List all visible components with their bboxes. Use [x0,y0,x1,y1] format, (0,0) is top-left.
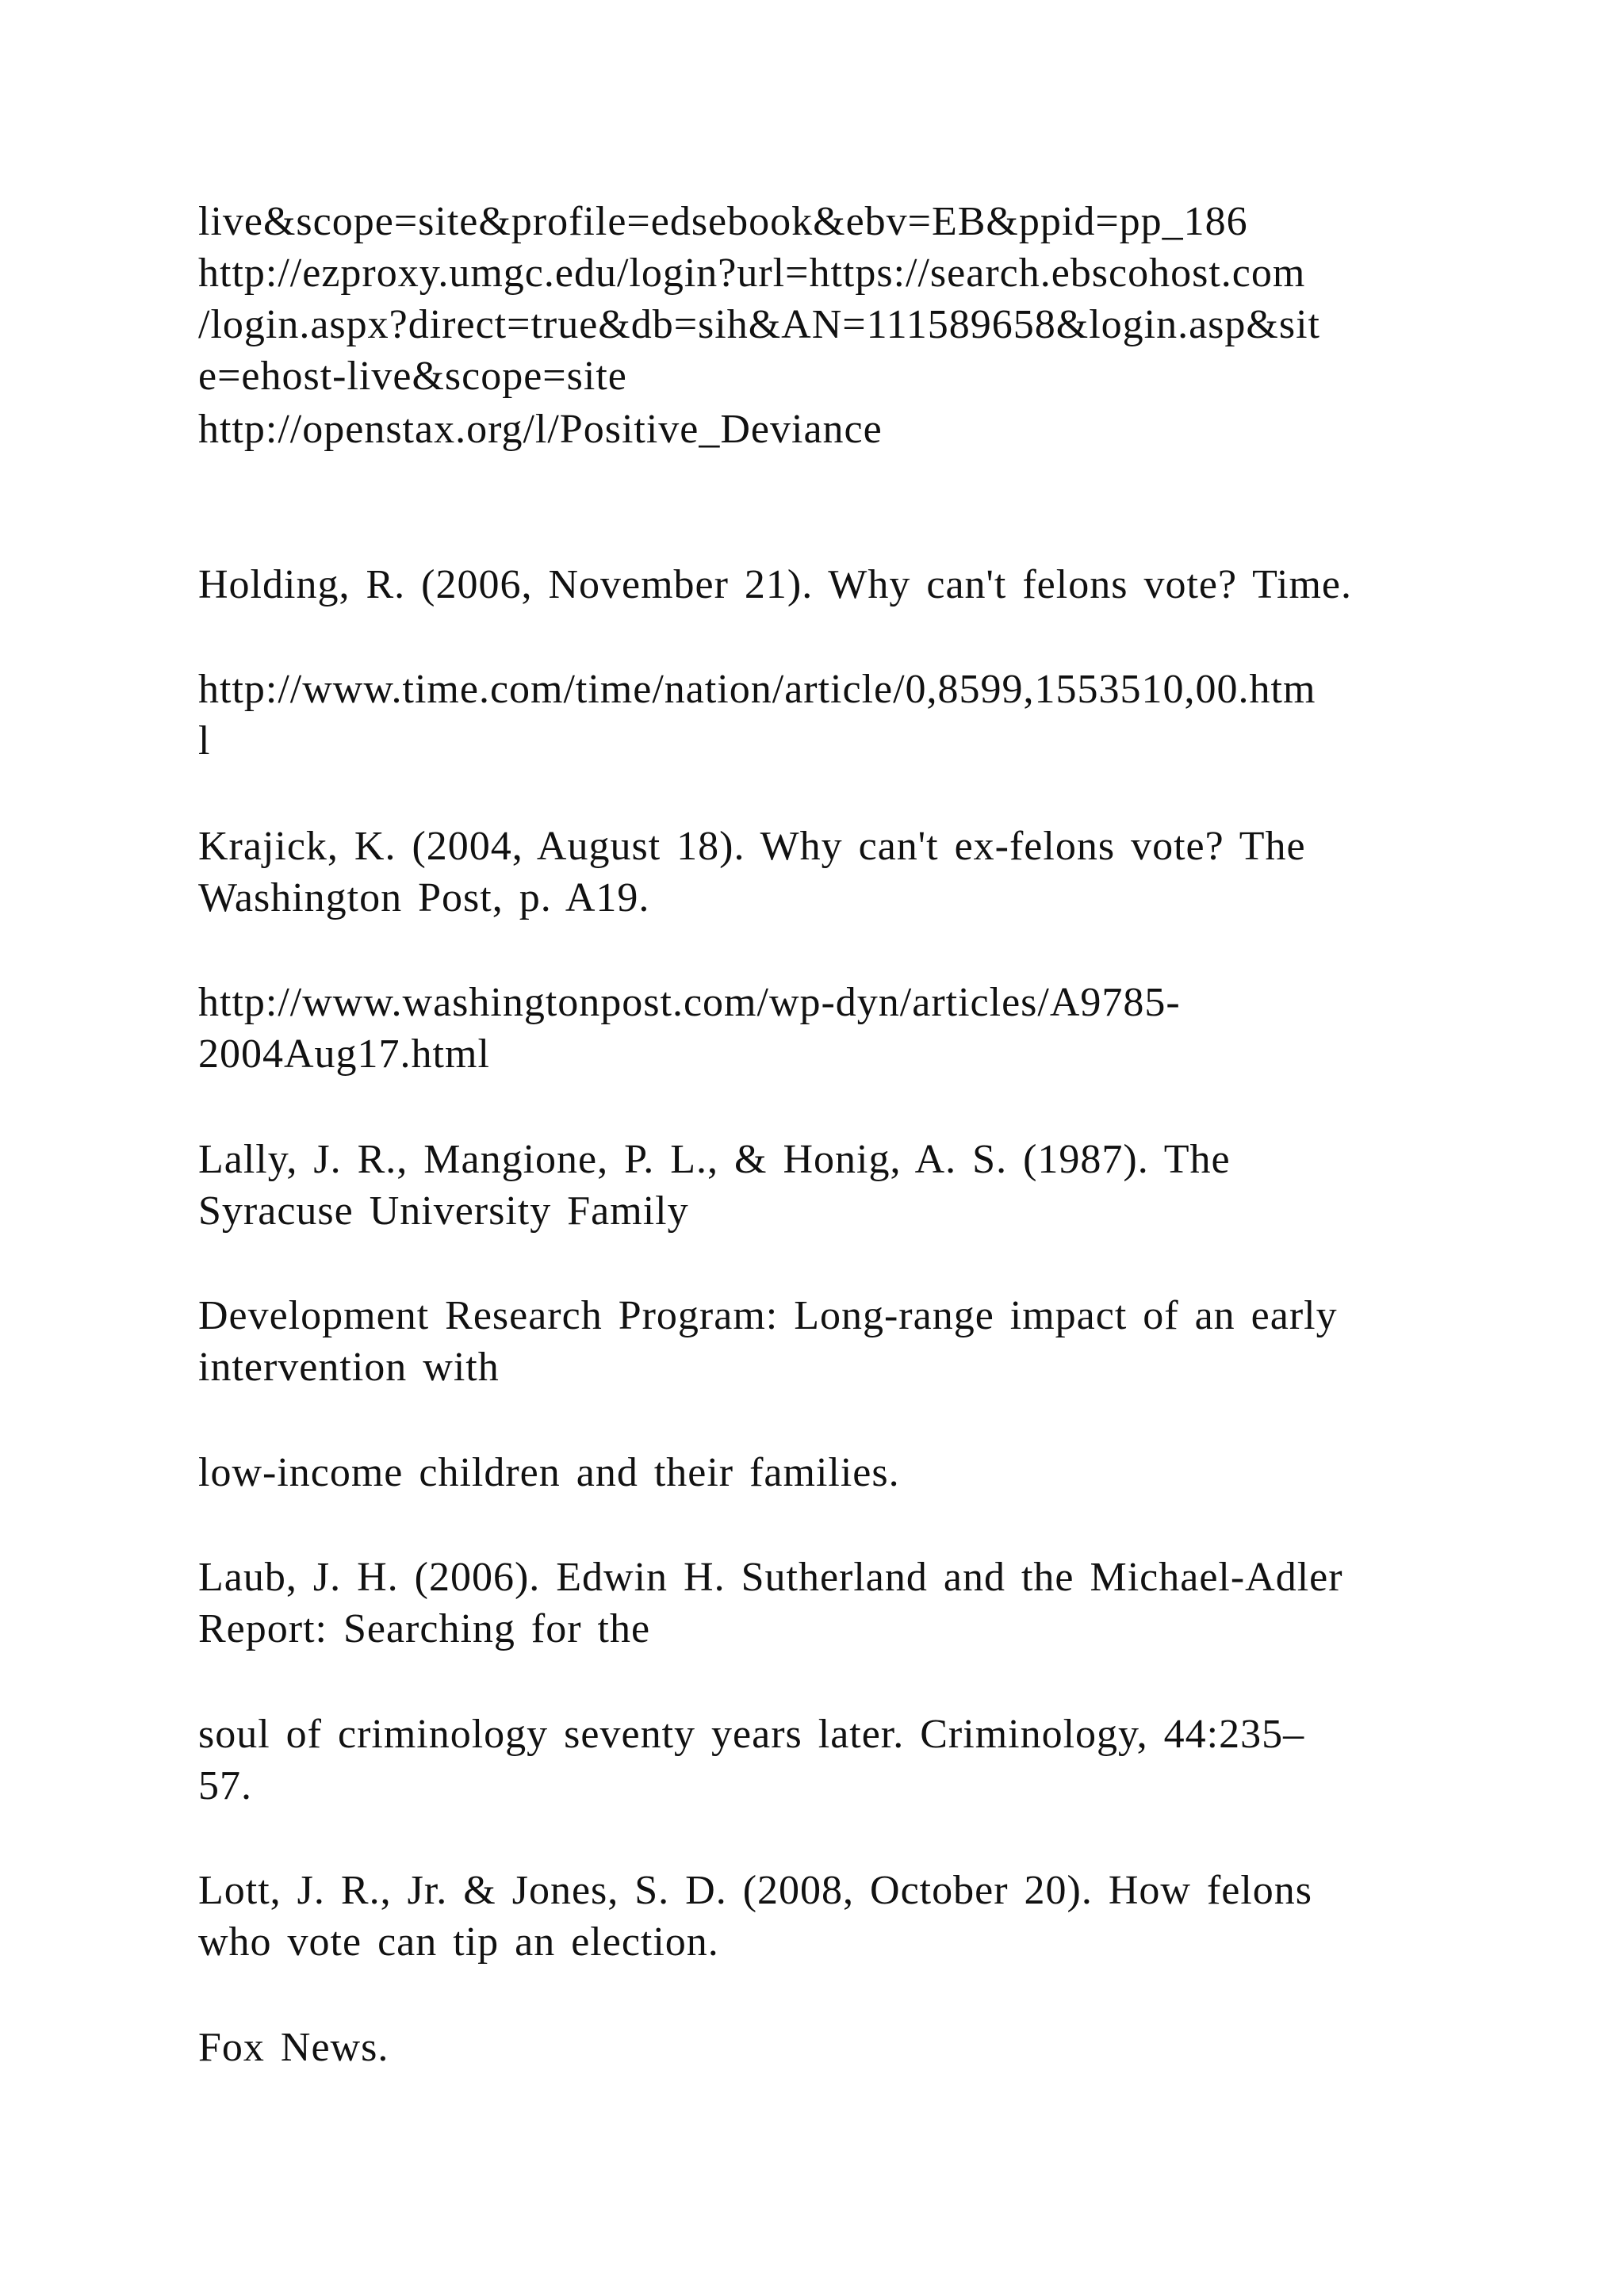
reference-lally-cont: Syracuse University Family [198,1188,689,1234]
reference-laub-cont: soul of criminology seventy years later. Criminology, 44:235– [198,1712,1305,1757]
reference-lott-cont: Fox News. [198,2025,389,2070]
reference-krajick-cont: Washington Post, p. A19. [198,875,650,920]
reference-url-line: e=ehost-live&scope=site [198,354,627,399]
reference-laub: Laub, J. H. (2006). Edwin H. Sutherland and the Michael-Adler [198,1555,1343,1600]
reference-url-line: live&scope=site&profile=edsebook&ebv=EB&ppid=pp_186 [198,199,1248,244]
reference-laub-cont: Report: Searching for the [198,1606,651,1651]
reference-krajick: Krajick, K. (2004, August 18). Why can't ex-felons vote? The [198,824,1306,869]
reference-url-line: http://www.time.com/time/nation/article/0,8599,1553510,00.htm [198,667,1316,712]
reference-lally-cont: low-income children and their families. [198,1450,900,1495]
reference-laub-cont: 57. [198,1763,252,1808]
reference-lott-cont: who vote can tip an election. [198,1919,719,1965]
reference-lally-cont: intervention with [198,1345,500,1390]
reference-lally: Lally, J. R., Mangione, P. L., & Honig, A. S. (1987). The [198,1137,1231,1182]
reference-url-line: 2004Aug17.html [198,1031,490,1077]
reference-url-line: http://www.washingtonpost.com/wp-dyn/articles/A9785- [198,980,1181,1025]
reference-url-line: http://openstax.org/l/Positive_Deviance [198,407,883,452]
reference-url-line: /login.aspx?direct=true&db=sih&AN=111589658&login.asp&sit [198,302,1320,347]
reference-lally-cont: Development Research Program: Long-range impact of an early [198,1293,1338,1338]
reference-lott: Lott, J. R., Jr. & Jones, S. D. (2008, October 20). How felons [198,1868,1313,1913]
reference-url-line: l [198,718,211,763]
reference-holding: Holding, R. (2006, November 21). Why can't felons vote? Time. [198,562,1353,607]
reference-url-line: http://ezproxy.umgc.edu/login?url=https://search.ebscohost.com [198,251,1306,296]
